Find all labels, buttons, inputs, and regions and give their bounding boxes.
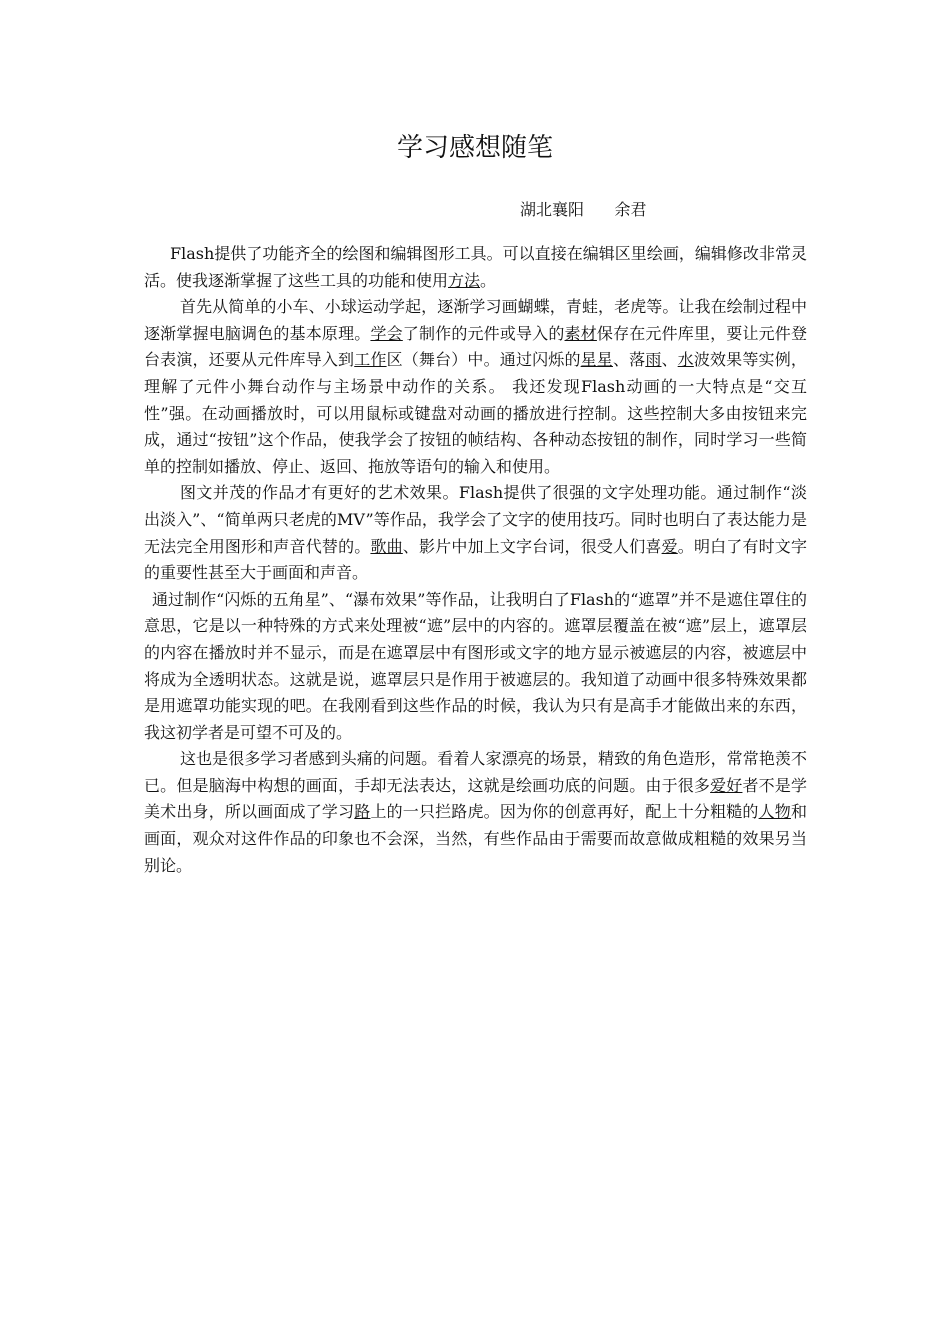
text-run: 图文并茂的作品才有更好的艺术效果。Flash提供了很强的文字处理功能。通过制作“淡出淡入”、“简单两只老虎的MV”等作品，我学会了文字的使用技巧。同时也明白了表达能力是无法完全用图形和声音代替的。: [144, 483, 807, 556]
paragraph-2: [144, 294, 807, 480]
underlined-term: 素材: [564, 323, 597, 343]
text-run: 保存在元件库里，要让元件登台表演，还要从元件库导入到: [144, 323, 807, 370]
underlined-term: 人物: [758, 802, 791, 822]
underlined-term: 工作: [354, 350, 387, 370]
underlined-term: 星星: [580, 350, 613, 370]
text-run: 。明白了有时文字的重要性甚至大于画面和声音。: [144, 536, 807, 583]
text-run: 、落: [612, 350, 646, 370]
text-run: 、: [661, 350, 678, 370]
text-run: 通过制作“闪烁的五角星”、“瀑布效果”等作品，让我明白了Flash的“遮罩”并不是遮住罩住的意思，它是以一种特殊的方式来处理被“遮”层中的内容的。遮罩层覆盖在被“遮”层上，遮罩层的内容在播放时并不显示，而是在遮罩层中有图形或文字的地方显示被遮层的内容，被遮层中将成为全透明状态。这就是说，遮罩层只是作用于被遮层的。我知道了动画中很多特殊效果都是用遮罩功能实现的吧。在我刚看到这些作品的时候，我认为只有是高手才能做出来的东西，我这初学者是可望不可及的。: [144, 589, 807, 742]
text-run: Flash提供了功能齐全的绘图和编辑图形工具。可以直接在编辑区里绘画，编辑修改非常灵活。使我逐渐掌握了这些工具的功能和使用: [144, 244, 807, 290]
underlined-term: 雨: [645, 350, 662, 370]
paragraph-3: [144, 480, 807, 586]
text-run: 这也是很多学习者感到头痛的问题。看着人家漂亮的场景，精致的角色造形，常常艳羡不已。但是脑海中构想的画面，手却无法表达，这就是绘画功底的问题。由于很多: [144, 749, 807, 795]
text-run: 了制作的元件或导入的: [402, 323, 565, 343]
underlined-term: 爱: [661, 536, 678, 556]
underlined-term: 路: [354, 802, 371, 822]
underlined-term: 水: [677, 350, 694, 370]
text-run: 波效果等实例，理解了元件小舞台动作与主场景中动作的关系。 我还发现Flash动画的一大特点是“交互性”强。在动画播放时，可以用鼠标或键盘对动画的播放进行控制。这些控制大多由按钮来完成，通过“按钮”这个作品，使我学会了按钮的帧结构、各种动态按钮的制作，同时学习一些简单的控制如播放、停止、返回、拖放等语句的输入和使用。: [144, 350, 807, 476]
text-run: 首先从简单的小车、小球运动学起，逐渐学习画蝴蝶，青蛙，老虎等。让我在绘制过程中逐渐掌握电脑调色的基本原理。: [144, 297, 807, 343]
underlined-term: 方法: [448, 270, 481, 290]
text-run: 和画面，观众对这件作品的印象也不会深，当然，有些作品由于需要而故意做成粗糙的效果另当别论。: [144, 802, 807, 875]
author-line: 湖北襄阳 余君: [520, 200, 647, 219]
text-run: 。: [480, 270, 497, 290]
paragraph-1: [144, 241, 807, 294]
underlined-term: 歌曲: [370, 536, 403, 556]
text-run: 者不是学美术出身，所以画面成了学习: [144, 775, 807, 822]
text-run: 、影片中加上文字台词，很受人们喜: [402, 536, 662, 556]
underlined-term: 学会: [370, 323, 403, 343]
document-body: [144, 241, 807, 879]
text-run: 区（舞台）中。通过闪烁的: [386, 350, 581, 370]
page-title: 学习感想随笔: [396, 133, 553, 163]
text-run: 上的一只拦路虎。因为你的创意再好，配上十分粗糙的: [370, 802, 759, 822]
underlined-term: 爱好: [710, 775, 743, 795]
paragraph-4: [144, 587, 807, 747]
paragraph-5: [144, 746, 807, 879]
